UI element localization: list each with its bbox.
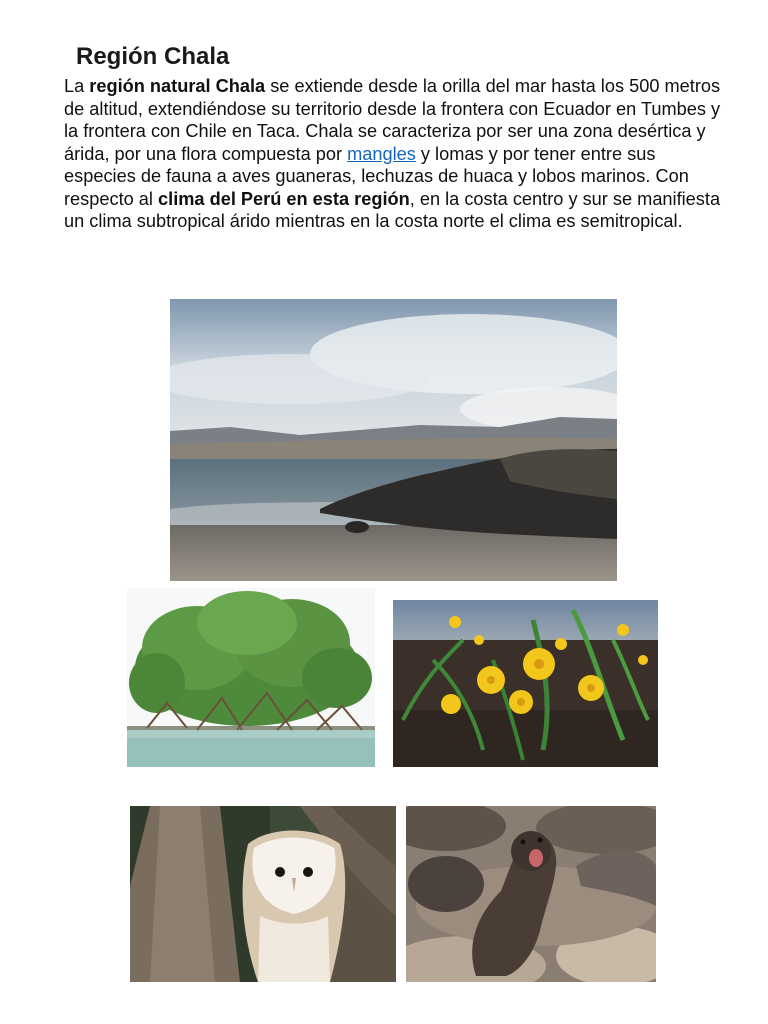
page-title: Región Chala (76, 43, 230, 70)
intro-paragraph (64, 75, 729, 233)
bold-region-name: región natural Chala (89, 76, 266, 96)
mangrove-photo (127, 588, 375, 767)
paragraph-text: , en la costa centro y sur se manifiesta un clima subtropical árido mientras en la costa norte el clima es semitropical. (64, 188, 721, 231)
mangles-link[interactable]: mangles (347, 143, 416, 164)
sea-lion-photo (406, 806, 656, 982)
bold-climate-phrase: clima del Perú en esta región (158, 188, 410, 209)
paragraph-text: y lomas y por tener entre sus especies de fauna a aves guaneras, lechuzas de huaca y lobos marinos. Con respecto al (64, 143, 689, 209)
paragraph-text: La (64, 76, 90, 96)
coastal-beach-photo (170, 299, 617, 581)
yellow-flowers-photo (393, 600, 658, 767)
paragraph-text: se extiende desde la orilla del mar hasta los 500 metros de altitud, extendiéndose su territorio desde la frontera con Ecuador en Tumbes y la frontera con Chile en Taca. Chala se caracteriza por ser una zona desértica y árida, por una flora compuesta por (64, 76, 721, 164)
barn-owl-photo (130, 806, 396, 982)
